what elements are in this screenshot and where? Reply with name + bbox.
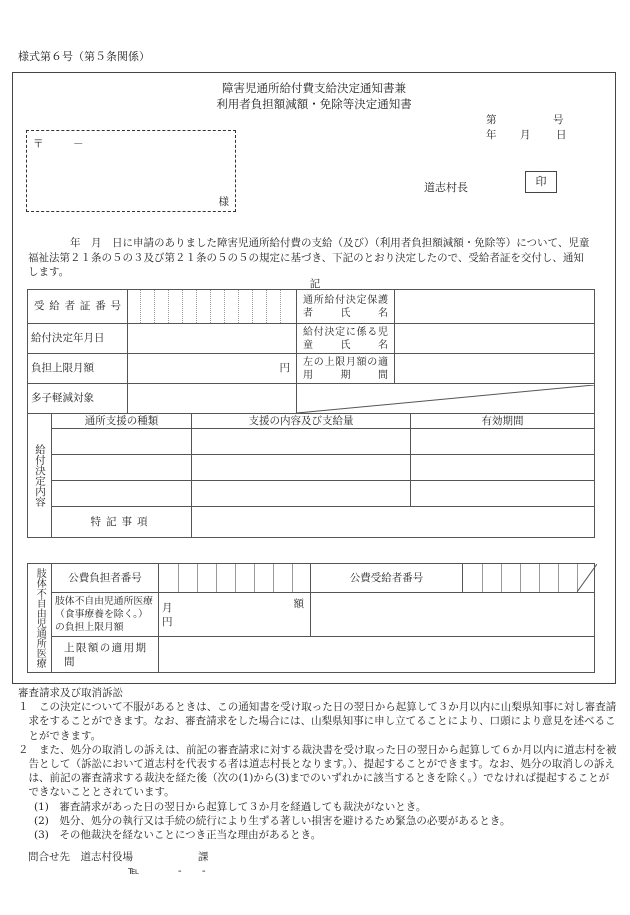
- contact-section: 課: [198, 851, 209, 863]
- doc-no-prefix: 第: [486, 114, 497, 126]
- appeal-item-2: (2) 処分、処分の執行又は手続の続行により生ずる著しい損害を避けるため緊急の必要があるとき。: [34, 814, 511, 827]
- public-payer-label: 公費負担者番号: [52, 564, 159, 593]
- table-cell: [411, 429, 595, 455]
- seal-box: [525, 171, 557, 193]
- month-label: 月: [162, 601, 173, 614]
- postal-dash: －: [73, 138, 84, 150]
- table-cell: [192, 429, 411, 455]
- contact-tel: ℡: [128, 865, 140, 877]
- address-window: [26, 130, 236, 212]
- appeal-section: [18, 686, 618, 842]
- title-line-2: 利用者負担額減額・免除等決定通知書: [216, 97, 412, 111]
- doc-no-suffix: 号: [553, 114, 564, 126]
- notes-label: 特記事項: [52, 507, 192, 538]
- decision-content-vertical-label: 給付決定内容: [28, 414, 52, 538]
- table-cell: [192, 455, 411, 481]
- title-line-1: 障害児通所給付費支給決定通知書兼: [222, 81, 406, 95]
- diagonal-line: [297, 385, 594, 413]
- table-cell: [52, 429, 192, 455]
- decision-table: [27, 289, 595, 550]
- table-cell: [52, 455, 192, 481]
- appeal-paragraph-2: ２ また、処分の取消しの訴えは、前記の審査請求に対する裁決書を受け取った日の翌日から起算して６か月以内に道志村を被告として（訴訟において道志村を代表する者は道志村長となります。）、提起することができます。なお、処分の取消しの訴えは、前記の審査請求する裁決を経た後（次の(1)から(3)までのいずれかに該当するときを除く。）でなければ提起することができないこととされています。: [18, 743, 617, 799]
- medical-limit-label: 肢体不自由児通所医療（食事療養を除く。）の負担上限月額: [52, 593, 159, 637]
- decision-content-table: [27, 413, 595, 538]
- decision-date-label: 給付決定年月日: [28, 324, 128, 354]
- recipient-no-label: 受給者証番号: [28, 290, 128, 324]
- document-title: [12, 80, 616, 112]
- appeal-paragraph-1: １ この決定について不服があるときは、この通知書を受け取った日の翌日から起算して３か月以内に山梨県知事に対し審査請求をすることができます。なお、審査請求をした場合には、山梨県知事に申し立てることにより、口頭により意見を述べることができます。: [18, 701, 617, 742]
- medical-vertical-label: 肢体不自由児通所医療: [28, 564, 52, 673]
- appeal-heading: 審査請求及び取消訴訟: [18, 687, 123, 699]
- appeal-item-3: (3) その他裁決を経ないことにつき正当な理由があるとき。: [34, 829, 322, 842]
- date-day: 日: [556, 129, 567, 141]
- medical-limit-value: [159, 593, 311, 637]
- guardian-name-value: [395, 290, 595, 324]
- decision-table-top: [27, 289, 595, 414]
- medical-limit-extra: [311, 593, 595, 637]
- table-cell: [411, 455, 595, 481]
- child-name-label: 給付決定に係る児童氏名: [297, 324, 395, 354]
- public-recipient-label: 公費受給者番号: [311, 564, 463, 593]
- seal-label: 印: [535, 175, 547, 188]
- recipient-no-diagonal: [577, 564, 597, 592]
- table-cell: [52, 481, 192, 507]
- amount-label: 額: [293, 598, 304, 610]
- appeal-item-1: (1) 審査請求があった日の翌日から起算して３か月を経過しても裁決がないとき。: [34, 800, 427, 813]
- table-cell: [411, 481, 595, 507]
- guardian-name-label: 通所給付決定保護者氏名: [297, 290, 395, 324]
- yen-label: 円: [162, 615, 173, 628]
- notes-value: [192, 507, 595, 538]
- decision-date-value: [128, 324, 297, 354]
- multi-child-label: 多子軽減対象: [28, 384, 128, 414]
- multi-child-value: [128, 384, 297, 414]
- recipient-no-cells: [128, 290, 297, 324]
- col-service-type: 通所支援の種類: [52, 414, 192, 429]
- public-recipient-cells: [463, 564, 595, 593]
- postal-mark: 〒: [33, 138, 44, 150]
- contact-tel-dash-1: -: [178, 865, 182, 877]
- body-text: 年 月 日に申請のありました障害児通所給付費の支給（及び）（利用者負担額減額・免除等）について、児童福祉法第２１条の５の３及び第２１条の５の５の規定に基づき、下記のとおり決定したので、受給者証を交付し、通知します。: [28, 237, 590, 278]
- col-valid-period: 有効期間: [411, 414, 595, 429]
- medical-period-value: [159, 637, 595, 673]
- medical-period-label: 上限額の適用期間: [52, 637, 159, 673]
- col-content: 支援の内容及び支給量: [192, 414, 411, 429]
- form-label: 様式第６号（第５条関係）: [18, 50, 150, 63]
- yen-label: 円: [279, 362, 291, 375]
- medical-table: [27, 563, 595, 673]
- limit-amount-label: 負担上限月額: [28, 354, 128, 384]
- child-name-value: [395, 324, 595, 354]
- date-year: 年: [486, 129, 497, 141]
- date-month: 月: [520, 129, 531, 141]
- contact-label: 問合せ先 道志村役場: [28, 851, 133, 863]
- multi-child-diagonal-cell: [297, 384, 595, 414]
- public-payer-cells: [159, 564, 311, 593]
- limit-amount-value: [128, 354, 297, 384]
- sama-label: 様: [218, 195, 229, 208]
- table-cell: [192, 481, 411, 507]
- limit-period-value: [395, 354, 595, 384]
- limit-period-label: 左の上限月額の適用期間: [297, 354, 395, 384]
- ki-label: 記: [309, 278, 321, 290]
- contact-tel-dash-2: -: [202, 865, 206, 877]
- mayor-name: 道志村長: [424, 181, 468, 194]
